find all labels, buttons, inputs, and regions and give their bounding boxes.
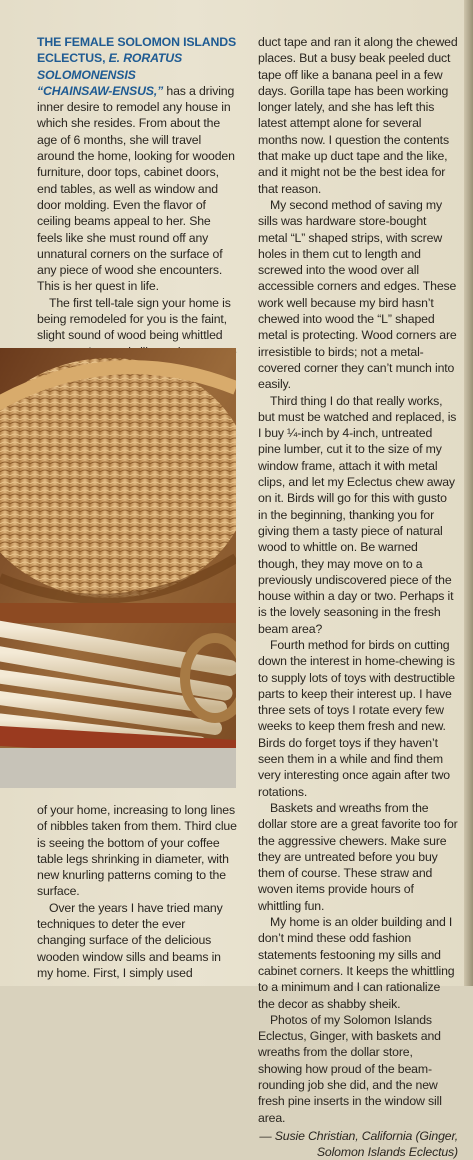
paragraph: My second method of saving my sills was hardware store-bought metal “L” shaped strips, with screw holes in them cut to length and screwed into the wood over all accessible corners and edges. These work well because my bird hasn’t chewed into wood the “L” shaped metal is protecting. Wood corners are irresistible to birds; not a metal-covered corner they can’t munch into easily. [258,197,457,392]
right-column [258,34,458,1160]
lead-paragraph: THE FEMALE SOLOMON ISLANDS ECLECTUS, E. RORATUS SOLOMONENSIS “CHAINSAW-ENSUS,” has a driving inner desire to remodel any house in which she resides. From about the age of 6 months, she will travel around the home, looking for wooden furniture, door tops, cabinet doors, end tables, as well as window and door molding. Even the flavor of ceiling beams appeal to her. She feels like she must round off any unnatural corners on the surface of any piece of wood she encounters. This is her quest in life. [37,35,236,294]
paragraph: Fourth method for birds on cutting down the interest in home-chewing is to supply lots of toys with destructible parts to keep their interest up. I have three sets of toys I rotate every few weeks to keep them fresh and new. Birds do forget toys if they haven’t seen them in a while and find them very interesting once again after two rotations. [258,637,455,799]
attribution-line: — Susie Christian, California (Ginger, [259,1128,458,1143]
article-photo [0,348,236,788]
basket-photo-image [0,348,236,788]
paragraph: The first tell-tale sign your home is being remodeled for you is the faint, slight sound of wood being whittled [37,295,231,343]
attribution-line: Solomon Islands Eclectus) [316,1145,458,1160]
paragraph: Third thing I do that really works, but must be watched and replaced, is I buy ¼-inch by 4-inch, untreated pine lumber, cut it to the size of my window frame, attach it with metal clips, and let my Eclectus chew away on it. Birds will go for this with gusto in the beginning, thanking you for giving them a tasty piece of natural wood to whittle on. Be warned though, they may move on to a previously undiscovered piece of the house within a day or two. Perhaps it is the lovely seasoning in the fresh beam area? [258,393,457,636]
article-headline: THE FEMALE SOLOMON ISLANDS ECLECTUS, E. RORATUS SOLOMONENSIS “CHAINSAW-ENSUS,” [37,35,236,98]
paragraph: Over the years I have tried many techniques to deter the ever changing surface of the delicious wooden window sills and beams in my home. First, I simply used [37,900,223,980]
paragraph: Photos of my Solomon Islands Eclectus, Ginger, with baskets and wreaths from the dollar store, showing how proud of the beam-rounding job she did, and the new fresh pine inserts in the window sill area. [258,1012,442,1125]
paragraph: My home is an older building and I don’t mind these odd fashion statements festooning my sills and cabinet corners. It keeps the whittling to a minimum and I can rationalize the decor as shabby sheik. [258,915,455,1011]
paragraph: of your home, increasing to long lines of nibbles taken from them. Third clue is seeing the bottom of your coffee table legs shrinking in diameter, with new knurling patterns coming to the surface. [37,803,237,899]
attribution [258,1128,458,1160]
paragraph: duct tape and ran it along the chewed places. But a busy beak peeled duct tape off like a banana peel in a few days. Gorilla tape has been working longer lately, and she has left this latest attempt alone for several months now. I question the contents that make up duct tape and the like, and it might not be the best idea for that reason. [258,35,458,196]
left-column-bottom [37,802,237,981]
page-edge [464,0,473,986]
paragraph: Baskets and wreaths from the dollar store are a great favorite too for the aggressive chewers. Make sure they are untreated before you buy them of course. These straw and woven items provide hours of whittling fun. [258,800,458,913]
